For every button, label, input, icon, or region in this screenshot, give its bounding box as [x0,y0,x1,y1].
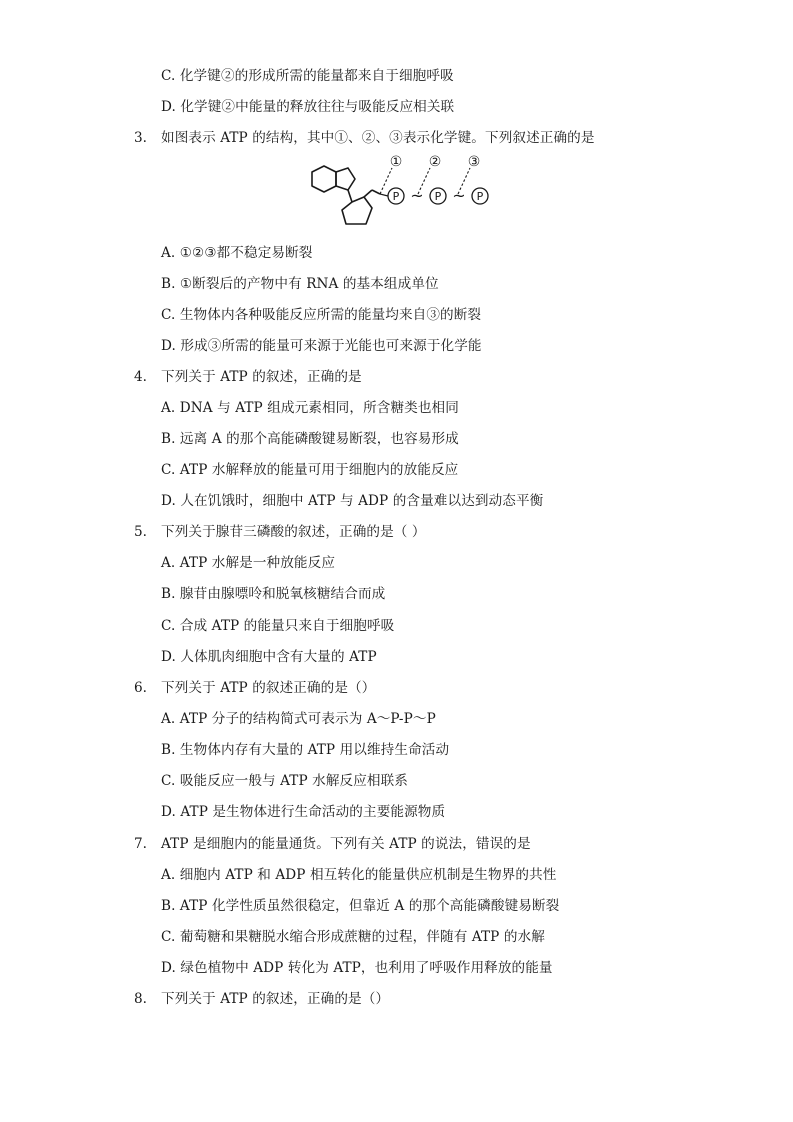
q5-number: 5. [134,524,147,540]
glycosidic-bond-line [348,190,352,202]
bond-1-label: ① [389,154,403,170]
high-energy-bond-2: ~ [452,186,466,205]
q7-option-d: D. 绿色植物中 ADP 转化为 ATP，也利用了呼吸作用释放的能量 [161,960,553,976]
q6-option-a: A. ATP 分子的结构简式可表示为 A～P-P～P [161,711,436,727]
phosphate-3-label: P [476,190,484,203]
ribose-ch2-line [364,190,372,197]
q6-option-b: B. 生物体内存有大量的 ATP 用以维持生命活动 [161,742,450,758]
q7-number: 7. [134,836,147,852]
ester-bond-line [372,190,380,194]
q8-stem: 下列关于 ATP 的叙述，正确的是（） [161,991,390,1007]
q3-option-c: C. 生物体内各种吸能反应所需的能量均来自③的断裂 [161,307,482,323]
q7-option-a: A. 细胞内 ATP 和 ADP 相互转化的能量供应机制是生物界的共性 [161,867,557,883]
q4-option-c: C. ATP 水解释放的能量可用于细胞内的放能反应 [161,462,459,478]
q6-option-d: D. ATP 是生物体进行生命活动的主要能源物质 [161,804,446,820]
adenine-hexagon-shape [312,166,336,192]
q5-option-d: D. 人体肌肉细胞中含有大量的 ATP [161,649,377,665]
q4-option-a: A. DNA 与 ATP 组成元素相同，所含糖类也相同 [161,400,459,416]
bond-3-label: ③ [467,154,481,170]
q4-stem: 下列关于 ATP 的叙述，正确的是 [161,369,362,385]
phosphate-2-label: P [434,190,442,203]
q3-number: 3. [134,130,147,146]
ester-link-line [380,194,388,196]
atp-structure-figure [300,152,500,236]
q4-option-d: D. 人在饥饿时，细胞中 ATP 与 ADP 的含量难以达到动态平衡 [161,493,544,509]
ribose-pentagon-shape [342,197,372,224]
q6-number: 6. [134,680,147,696]
phosphate-1-label: P [392,190,400,203]
q4-option-b: B. 远离 A 的那个高能磷酸键易断裂，也容易形成 [161,431,459,447]
q3-option-b: B. ①断裂后的产物中有 RNA 的基本组成单位 [161,276,439,292]
q3-option-a: A. ①②③都不稳定易断裂 [161,245,313,261]
q5-stem: 下列关于腺苷三磷酸的叙述，正确的是（ ） [161,524,426,540]
q7-option-c: C. 葡萄糖和果糖脱水缩合形成蔗糖的过程，伴随有 ATP 的水解 [161,929,545,945]
adenine-pentagon-shape [336,168,355,190]
q3-stem: 如图表示 ATP 的结构，其中①、②、③表示化学键。下列叙述正确的是 [161,130,595,146]
q4-number: 4. [134,369,147,385]
q5-option-a: A. ATP 水解是一种放能反应 [161,555,336,571]
q7-stem: ATP 是细胞内的能量通货。下列有关 ATP 的说法，错误的是 [161,836,531,852]
q3-option-d: D. 形成③所需的能量可来源于光能也可来源于化学能 [161,338,482,354]
atp-structure-diagram [300,152,500,236]
q2-option-d: D. 化学键②中能量的释放往往与吸能反应相关联 [161,99,455,115]
q5-option-b: B. 腺苷由腺嘌呤和脱氧核糖结合而成 [161,586,386,602]
bond-2-label: ② [428,154,442,170]
q6-stem: 下列关于 ATP 的叙述正确的是（） [161,680,376,696]
high-energy-bond-1: ~ [410,186,424,205]
q7-option-b: B. ATP 化学性质虽然很稳定，但靠近 A 的那个高能磷酸键易断裂 [161,898,560,914]
q2-option-c: C. 化学键②的形成所需的能量都来自于细胞呼吸 [161,68,454,84]
q6-option-c: C. 吸能反应一般与 ATP 水解反应相联系 [161,773,408,789]
q5-option-c: C. 合成 ATP 的能量只来自于细胞呼吸 [161,618,395,634]
q8-number: 8. [134,991,147,1007]
